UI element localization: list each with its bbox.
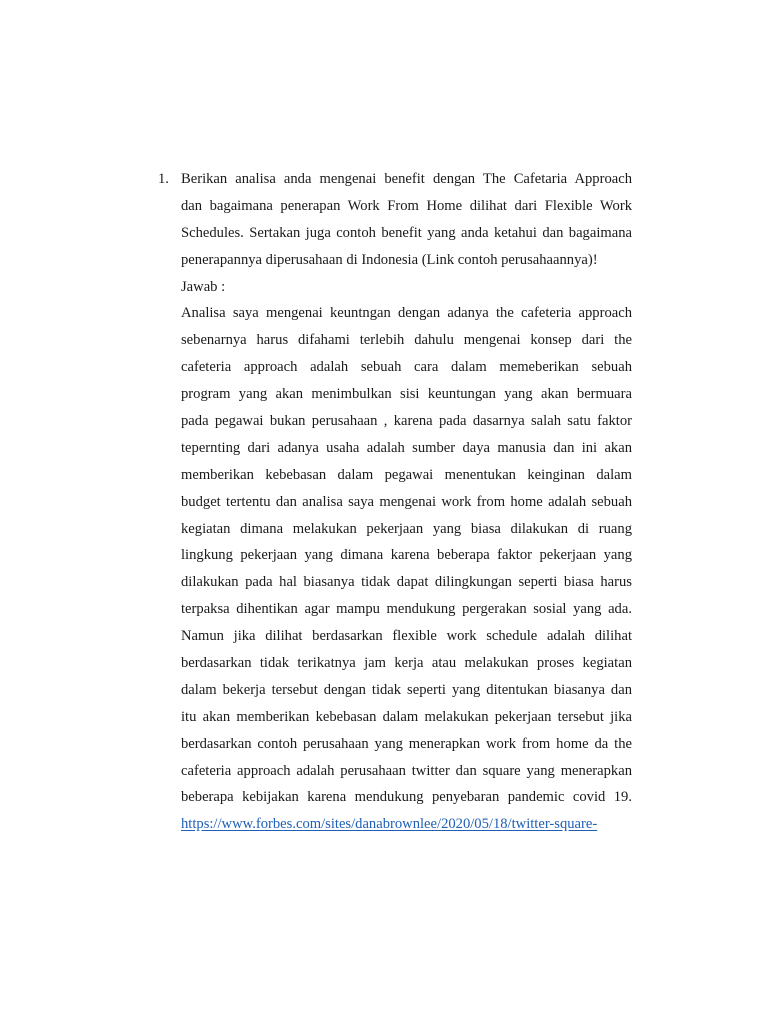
answer-line: berdasarkan contoh perusahaan yang menerapkan work from home da the — [181, 735, 632, 752]
reference-link[interactable]: https://www.forbes.com/sites/danabrownlee/2020/05/18/twitter-square- — [181, 816, 598, 833]
answer-line: cafeteria approach adalah perusahaan twitter dan square yang menerapkan — [181, 762, 632, 779]
answer-line: Analisa saya mengenai keuntngan dengan adanya the cafeteria approach — [181, 305, 632, 322]
answer-line: dalam bekerja tersebut dengan tidak seperti yang ditentukan biasanya dan — [181, 681, 632, 698]
answer-line: beberapa kebijakan karena mendukung penyebaran pandemic covid 19. — [181, 789, 632, 806]
list-item-body — [181, 166, 632, 838]
answer-label: Jawab : — [181, 278, 226, 295]
answer-line: kegiatan dimana melakukan pekerjaan yang biasa dilakukan di ruang — [181, 520, 632, 537]
question-line: Berikan analisa anda mengenai benefit dengan The Cafetaria Approach — [181, 171, 632, 187]
answer-line: berdasarkan tidak terikatnya jam kerja atau melakukan proses kegiatan — [181, 655, 632, 672]
answer-line: memberikan kebebasan dalam pegawai menentukan keinginan dalam — [181, 466, 632, 483]
answer-line: budget tertentu dan analisa saya mengenai work from home adalah sebuah — [181, 493, 632, 510]
answer-line: tepernting dari adanya usaha adalah sumber daya manusia dan ini akan — [181, 439, 632, 456]
question-line: dan bagaimana penerapan Work From Home dilihat dari Flexible Work — [181, 197, 632, 214]
answer-line: terpaksa dihentikan agar mampu mendukung pergerakan sosial yang ada. — [181, 601, 632, 618]
answer-line: Namun jika dilihat berdasarkan flexible work schedule adalah dilihat — [181, 628, 632, 645]
question-line: penerapannya diperusahaan di Indonesia (Link contoh perusahaannya)! — [181, 251, 598, 268]
answer-line: pada pegawai bukan perusahaan , karena pada dasarnya salah satu faktor — [181, 413, 632, 430]
answer-line: program yang akan menimbulkan sisi keuntungan yang akan bermuara — [181, 386, 632, 403]
answer-line: cafeteria approach adalah sebuah cara dalam memeberikan sebuah — [181, 359, 632, 376]
answer-line: itu akan memberikan kebebasan dalam melakukan pekerjaan tersebut jika — [181, 708, 632, 725]
answer-line: lingkung pekerjaan yang dimana karena beberapa faktor pekerjaan yang — [181, 547, 632, 564]
answer-line: dilakukan pada hal biasanya tidak dapat dilingkungan seperti biasa harus — [181, 574, 632, 591]
list-item-number: 1. — [158, 171, 169, 187]
question-line: Schedules. Sertakan juga contoh benefit yang anda ketahui dan bagaimana — [181, 224, 632, 241]
answer-line: sebenarnya harus difahami terlebih dahulu mengenai konsep dari the — [181, 332, 632, 349]
